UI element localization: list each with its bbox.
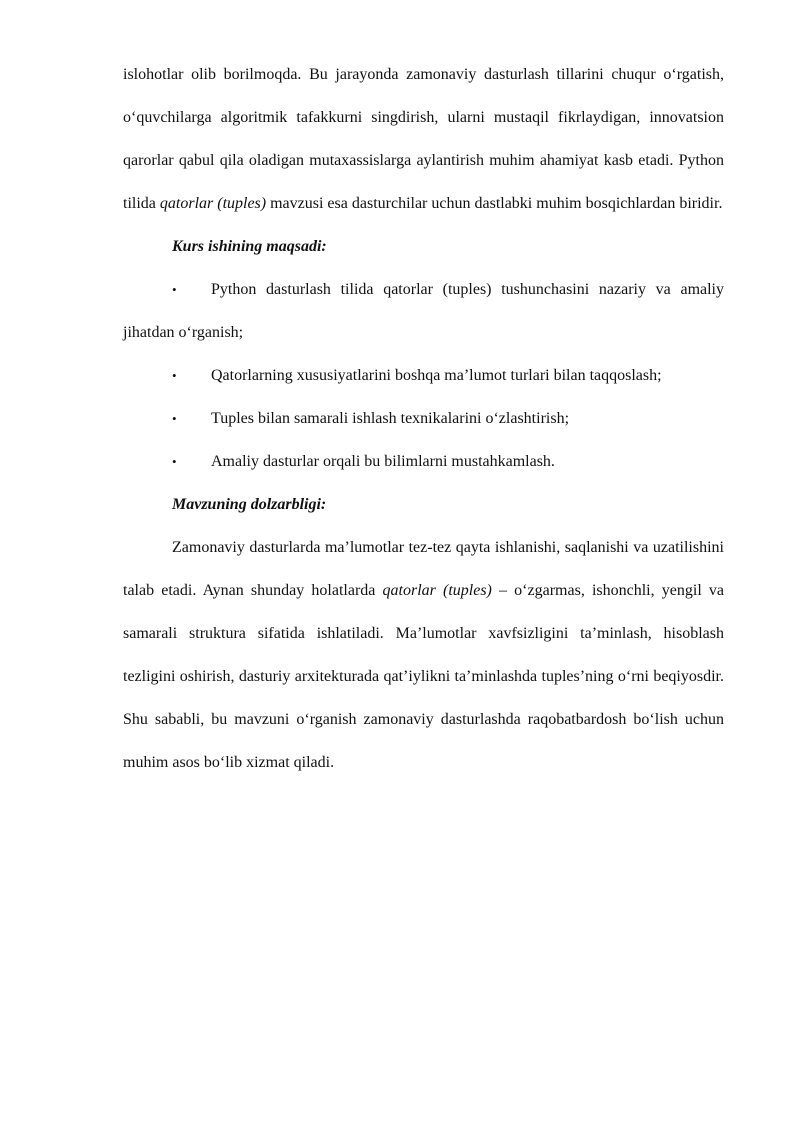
goal-bullet-text: Tuples bilan samarali ishlash texnikalarini o‘zlashtirish; (211, 410, 570, 427)
goal-bullet-1 (123, 268, 724, 354)
intro-text-part2: mavzusi esa dasturchilar uchun dastlabki muhim bosqichlardan biridir. (266, 195, 723, 212)
intro-italic-term: qatorlar (tuples) (159, 195, 267, 212)
relevance-italic-term: qatorlar (tuples) (382, 582, 492, 599)
goal-bullet-text: Python dasturlash tilida qatorlar (tuples) tushunchasini nazariy va amaliy jihatdan o‘rganish; (123, 281, 724, 341)
relevance-text-part2: – o‘zgarmas, ishonchli, yengil va samarali struktura sifatida ishlatiladi. Ma’lumotlar xavfsizligini ta’minlash, hisoblash tezligini oshirish, dasturiy arxitekturada qat’iylikni ta’minlashda tuples’ning o‘rni beqiyosdir. Shu sababli, bu mavzuni o‘rganish zamonaviy dasturlashda raqobatbardosh bo‘lish uchun muhim asos bo‘lib xizmat qiladi. (123, 582, 725, 771)
intro-paragraph (123, 53, 724, 225)
relevance-text-part1: Zamonaviy dasturlarda ma’lumotlar tez-tez qayta ishlanishi, saqlanishi va uzatilishini talab etadi. Aynan shunday holatlarda (123, 539, 724, 599)
bullet-icon: • (172, 454, 177, 469)
goal-heading: Kurs ishining maqsadi: (172, 238, 327, 255)
bullet-icon: • (172, 282, 177, 297)
goal-bullet-2 (123, 354, 724, 397)
document-page (123, 53, 724, 784)
goal-bullet-text: Amaliy dasturlar orqali bu bilimlarni mustahkamlash. (211, 453, 555, 470)
relevance-heading: Mavzuning dolzarbligi: (172, 496, 327, 513)
intro-text-part1: islohotlar olib borilmoqda. Bu jarayonda zamonaviy dasturlash tillarini chuqur o‘rgatish, o‘quvchilarga algoritmik tafakkurni singdirish, ularni mustaqil fikrlaydigan, innovatsion qarorlar qabul qila oladigan mutaxassislarga aylantirish muhim ahamiyat kasb etadi. Python tilida (123, 66, 724, 212)
goal-bullet-4 (123, 440, 724, 483)
bullet-icon: • (172, 368, 177, 383)
goal-bullet-3 (123, 397, 724, 440)
relevance-paragraph (123, 526, 724, 784)
bullet-icon: • (172, 411, 177, 426)
goal-bullet-text: Qatorlarning xususiyatlarini boshqa ma’lumot turlari bilan taqqoslash; (211, 367, 662, 384)
